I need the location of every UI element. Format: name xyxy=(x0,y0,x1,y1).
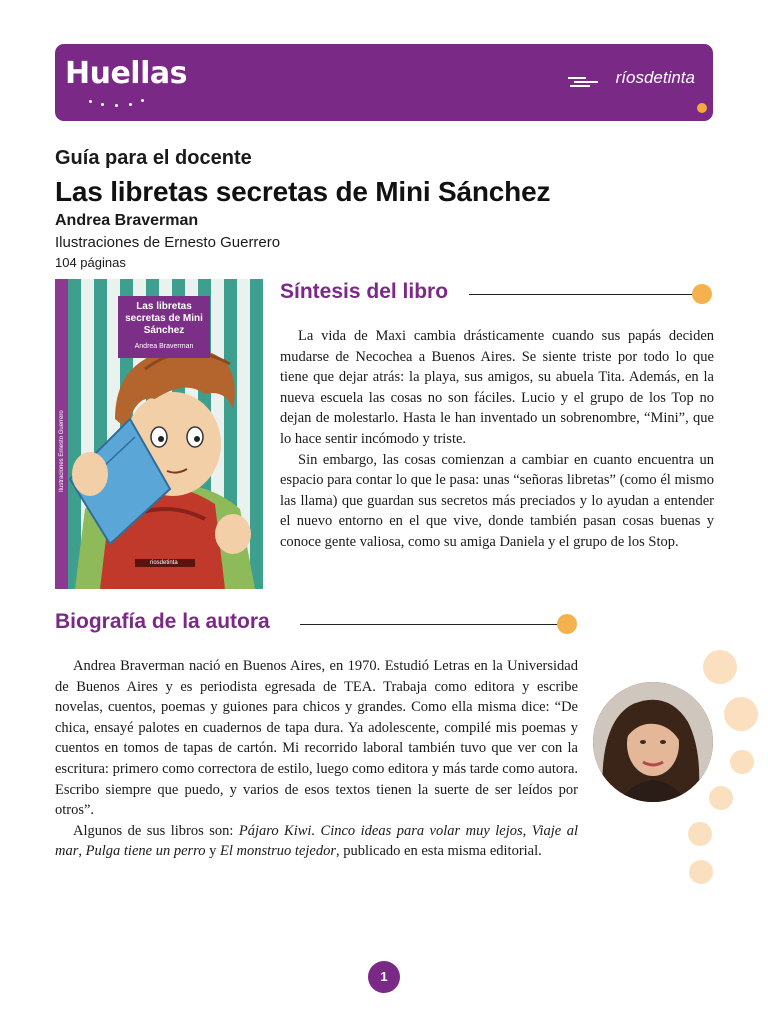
synthesis-heading-rule xyxy=(469,294,697,295)
biography-heading: Biografía de la autora xyxy=(55,610,270,633)
books-outro: , publicado en esta misma editorial. xyxy=(336,843,542,860)
cover-author: Andrea Braverman xyxy=(134,343,194,350)
publisher-logo: ríosdetinta xyxy=(615,68,695,87)
brand-dots-decoration xyxy=(85,94,155,108)
synthesis-paragraph-1: La vida de Maxi cambia drásticamente cuando sus papás deciden mudarse de Necochea a Buenos Aires. Se siente triste por todo lo que tiene que dejar atrás: la playa, sus amigos, su abuela Tita. Además, en la nueva escuela las cosas no son fáciles. Lucio y el grupo de los Top no dejan de molestarlo. Hasta le han inventado un sobrenombre, “Mini”, que lo hace sentir incómodo y triste. xyxy=(280,328,714,447)
book-cover-image xyxy=(55,279,263,589)
cover-spine-text: Ilustraciones Ernesto Guerrero xyxy=(59,410,65,492)
cover-publisher: riosdetinta xyxy=(150,560,178,566)
banner-dot-decoration xyxy=(697,103,707,113)
deco-circle xyxy=(703,650,737,684)
header-banner xyxy=(55,44,713,121)
author-photo xyxy=(593,682,713,802)
synthesis-paragraph-2: Sin embargo, las cosas comienzan a cambiar en cuanto encuentra un espacio para contar lo que le pasa: unas “señoras libretas” (como él mismo las llama) que guardan sus secretos más preciados y lo ayudan a entender el nuevo entorno en el que vive, donde también pasan cosas buenas y conoce gente valiosa, como su amiga Daniela y el grupo de los Stop. xyxy=(280,451,714,550)
synthesis-text xyxy=(280,326,714,553)
books-sep-2: , xyxy=(78,843,86,860)
book-title-4: El monstruo tejedor xyxy=(220,843,336,860)
book-title-2: Viaje al mar xyxy=(55,822,578,860)
biography-text xyxy=(55,656,578,862)
synthesis-heading: Síntesis del libro xyxy=(280,280,449,303)
deco-circle xyxy=(724,697,758,731)
biography-heading-bullet xyxy=(557,614,577,634)
deco-circle xyxy=(730,750,754,774)
publisher-speed-lines xyxy=(568,77,598,87)
deco-circle xyxy=(709,786,733,810)
book-title: Las libretas secretas de Mini Sánchez xyxy=(55,176,551,207)
books-sep-3: y xyxy=(205,843,220,860)
synthesis-heading-bullet xyxy=(692,284,712,304)
author-name: Andrea Braverman xyxy=(55,212,199,229)
illustrator-credit: Ilustraciones de Ernesto Guerrero xyxy=(55,234,281,251)
deco-circle xyxy=(689,860,713,884)
biography-paragraph-1: Andrea Braverman nació en Buenos Aires, en 1970. Estudió Letras en la Universidad de Buenos Aires y es periodista egresada de TEA. Trabaja como editora y escribe novelas, cuentos, poemas y guiones para chicos y grandes. Como ella misma dice: “De chica, ensayé palotes en cuadernos de tapa dura. Ya adolescente, compilé mis poemas y cuentos en tomos de tapas de cartón. Mi recorrido laboral también tuvo que ver con la escritura: primero como correctora de estilo, luego como editora y más tarde como autora. Escribo siempre que puedo, y varios de esos textos tienen la suerte de ser leídos por otros”. xyxy=(55,658,579,819)
author-portrait xyxy=(593,682,713,802)
cover-title: Las libretas secretas de Mini Sánchez xyxy=(125,301,203,336)
page-count: 104 páginas xyxy=(55,255,126,270)
book-title-1: Pájaro Kiwi. Cinco ideas para volar muy lejos xyxy=(238,822,523,839)
page-number: 1 xyxy=(368,961,400,993)
book-title-3: Pulga tiene un perro xyxy=(85,843,206,860)
brand-logo: Huellas xyxy=(65,56,187,91)
biography-heading-rule xyxy=(300,624,560,625)
books-sep-1: , xyxy=(522,822,532,839)
guide-label: Guía para el docente xyxy=(55,147,252,169)
biography-paragraph-2 xyxy=(55,821,578,862)
cover-title-box xyxy=(118,296,210,358)
books-intro: Algunos de sus libros son: xyxy=(73,822,239,839)
deco-circle xyxy=(688,822,712,846)
